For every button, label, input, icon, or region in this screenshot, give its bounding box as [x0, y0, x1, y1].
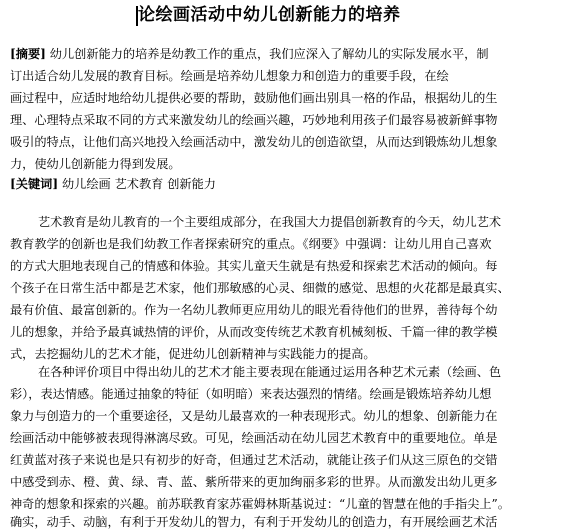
paragraph-1-line-6: 儿的想象，并给予最真诚热情的评价，从而改变传统艺术教育机械刻板、千篇一律的教学模	[10, 325, 498, 339]
paragraph-2-line-5: 红黄蓝对孩子来说也是只有初步的好奇，但通过艺术活动，就能让孩子们从这三原色的交错	[10, 453, 498, 467]
abstract-line-2: 订出适合幼儿发展的教育目标。绘画是培养幼儿想象力和创造力的重要手段，在绘	[10, 69, 449, 83]
abstract-text: 幼儿创新能力的培养是幼教工作的重点，我们应深入了解幼儿的实际发展水平，制	[49, 47, 489, 61]
document-title: 论绘画活动中幼儿创新能力的培养	[138, 5, 401, 25]
paragraph-2-line-1: 在各种评价项目中得出幼儿的艺术才能主要表现在能通过运用各种艺术元素（绘画、色	[38, 365, 502, 379]
paragraph-1-line-3: 的方式大胆地表现自己的情感和体验。其实儿童天生就是有热爱和探索艺术活动的倾向。每	[10, 259, 498, 273]
abstract-line-1	[10, 44, 558, 64]
paragraph-2-line-2: 彩），表达情感。能通过抽象的特征（如明暗）来表达强烈的情绪。绘画是锻炼培养幼儿想	[10, 387, 492, 401]
paragraph-1-line-5: 最有价值、最富创新的。作为一名幼儿教师更应用幼儿的眼光看待他们的世界，善待每个幼	[10, 303, 498, 317]
paragraph-1-line-4: 个孩子在日常生活中都是艺术家，他们那敏感的心灵、细微的感觉、思想的火花都是最真实、	[10, 281, 510, 295]
paragraph-2-line-4: 绘画活动中能够被表现得淋漓尽致。可见，绘画活动在幼儿园艺术教育中的重要地位。单是	[10, 431, 498, 445]
abstract-line-5: 吸引的特点，让他们高兴地投入绘画活动中，激发幼儿的创造欲望，从而达到锻炼幼儿想象	[10, 135, 498, 149]
paragraph-2-line-7: 神奇的想象和探索的兴趣。前苏联教育家苏霍姆林斯基说过：“儿童的智慧在他的手指尖上”。	[10, 497, 510, 511]
keywords-text: 幼儿绘画 艺术教育 创新能力	[61, 177, 216, 191]
abstract-label: [摘要]	[10, 47, 46, 61]
keywords-line	[10, 174, 558, 194]
abstract-line-6: 力，使幼儿创新能力得到发展。	[10, 157, 181, 171]
abstract-line-4: 理、心理特点采取不同的方式来激发幼儿的绘画兴趣，巧妙地利用孩子们最容易被新鲜事物	[10, 113, 498, 127]
paragraph-1-line-7: 式，去挖掘幼儿的艺术才能，促进幼儿创新精神与实践能力的提高。	[10, 347, 376, 361]
abstract-line-3: 画过程中，应适时地给幼儿提供必要的帮助，鼓励他们画出别具一格的作品，根据幼儿的生	[10, 91, 498, 105]
paragraph-2-line-8: 确实，动手、动脑，有利于开发幼儿的智力，有利于开发幼儿的创造力，有开展绘画艺术活	[10, 515, 498, 529]
paragraph-1-line-2: 教育教学的创新也是我们幼教工作者探索研究的重点。《纲要》中强调：让幼儿用自己喜欢	[10, 237, 492, 251]
keywords-label: [关键词]	[10, 177, 59, 191]
paragraph-2-line-6: 中感受到赤、橙、黄、绿、青、蓝、紫所带来的更加绚丽多彩的世界。从而激发出幼儿更多	[10, 475, 498, 489]
paragraph-1-line-1: 艺术教育是幼儿教育的一个主要组成部分，在我国大力提倡创新教育的今天，幼儿艺术	[38, 215, 502, 229]
paragraph-2-line-3: 象力与创造力的一个重要途径，又是幼儿最喜欢的一种表现形式。幼儿的想象、创新能力在	[10, 409, 498, 423]
